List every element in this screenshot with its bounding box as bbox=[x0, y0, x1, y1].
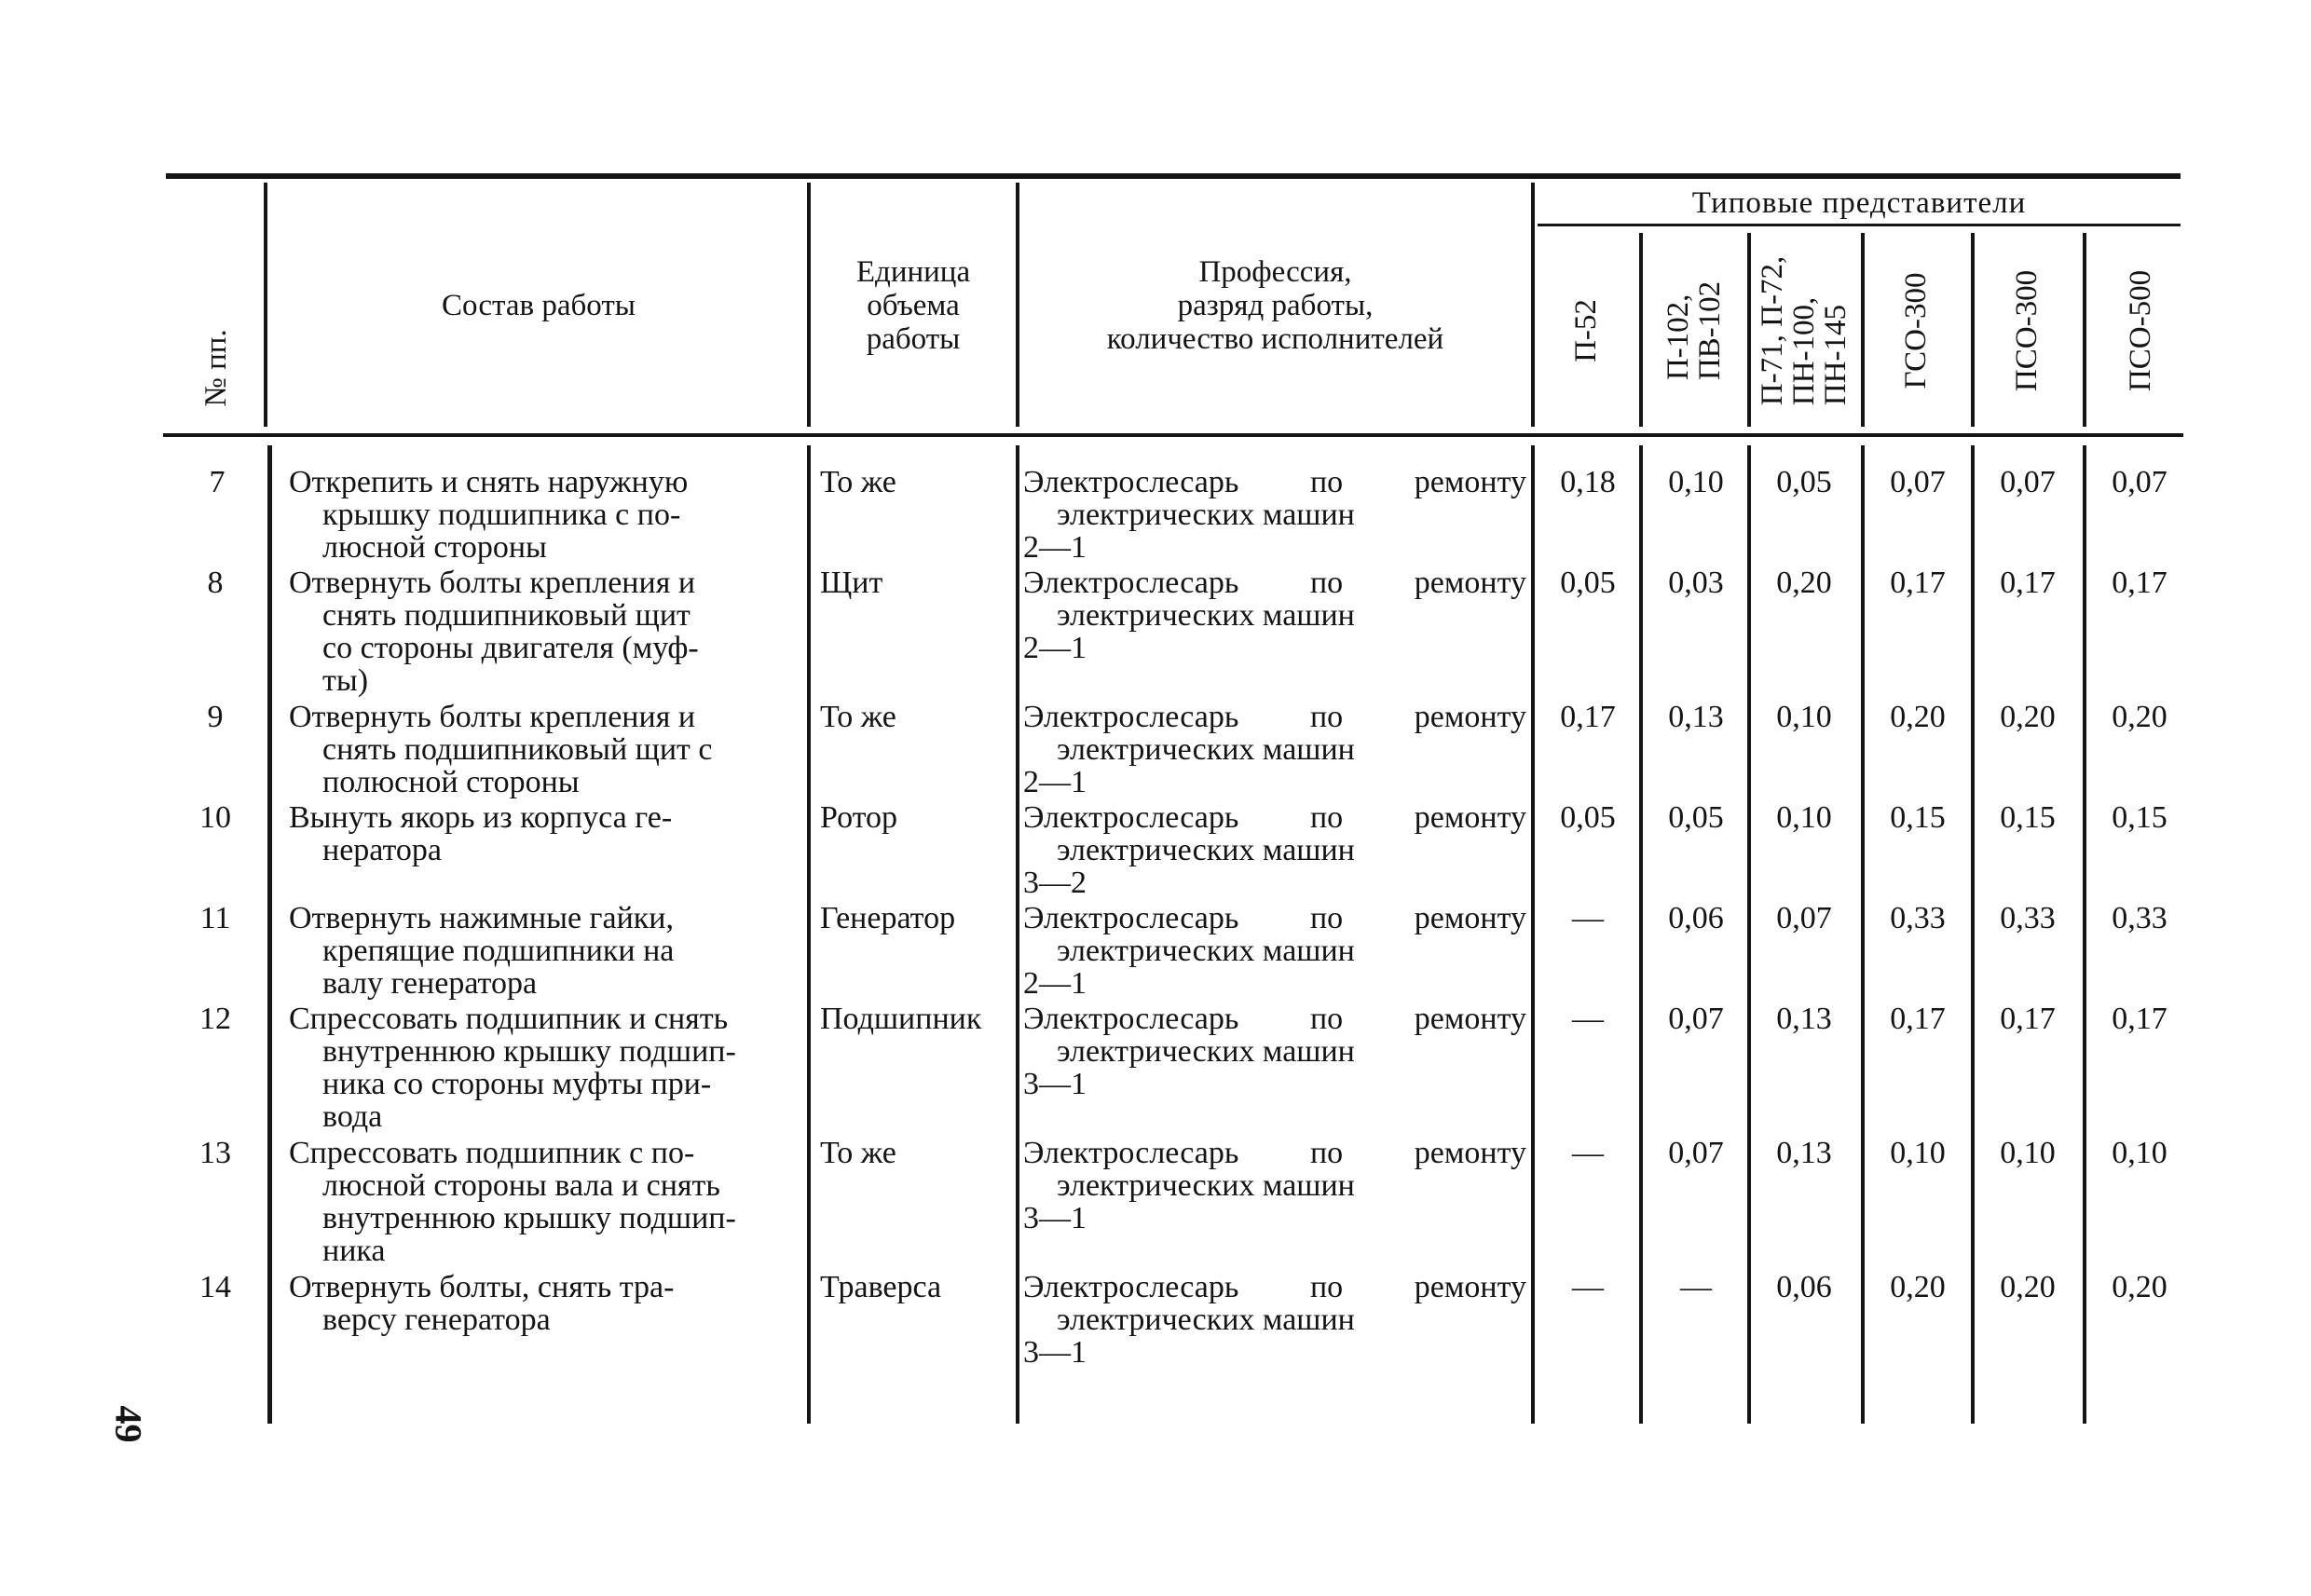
header-model-line: ПН-100, bbox=[1787, 296, 1821, 406]
body-vline bbox=[267, 445, 272, 1424]
work-line: Вынуть якорь из корпуса ге- bbox=[289, 800, 673, 835]
work-line: снять подшипниковый щит bbox=[322, 598, 691, 633]
header-num: № пп. bbox=[199, 329, 233, 407]
profession bbox=[1023, 1003, 1526, 1100]
profession-title bbox=[1023, 1137, 1526, 1169]
work-unit: Подшипник bbox=[820, 1002, 982, 1036]
profession-subtitle: электрических машин bbox=[1057, 498, 1355, 532]
work-unit: То же bbox=[820, 1136, 896, 1170]
norm-value: 0,05 bbox=[1668, 800, 1724, 835]
profession-word: ремонту bbox=[1414, 465, 1526, 499]
work-line: ты) bbox=[322, 663, 369, 698]
profession-word: по bbox=[1309, 1002, 1344, 1036]
norm-value: 0,05 bbox=[1560, 566, 1616, 600]
norm-value: 0,10 bbox=[2112, 1136, 2167, 1170]
row-number: 13 bbox=[199, 1136, 231, 1170]
header-model bbox=[2125, 270, 2156, 391]
header-model-line: ПН-145 bbox=[1819, 305, 1853, 406]
work-unit: То же bbox=[820, 465, 896, 499]
norm-value: 0,07 bbox=[2000, 465, 2056, 499]
page-number: 49 bbox=[107, 1405, 150, 1443]
work-description bbox=[289, 801, 801, 866]
work-unit: Щит bbox=[820, 566, 883, 600]
row-number: 10 bbox=[199, 800, 231, 835]
profession-title bbox=[1023, 902, 1526, 934]
work-grade: 3—2 bbox=[1023, 866, 1087, 900]
profession-word: ремонту bbox=[1414, 1270, 1526, 1304]
work-line: Отвернуть болты крепления и bbox=[289, 566, 696, 600]
work-line: полюсной стороны bbox=[322, 765, 580, 799]
profession-title bbox=[1023, 1271, 1526, 1303]
norm-value: — bbox=[1572, 1270, 1604, 1304]
norm-value: 0,07 bbox=[1668, 1136, 1724, 1170]
norm-value: 0,05 bbox=[1776, 465, 1832, 499]
header-model-line: П-102, bbox=[1661, 293, 1695, 381]
norm-value: 0,17 bbox=[1560, 700, 1616, 734]
norm-value: — bbox=[1572, 1136, 1604, 1170]
row-number: 9 bbox=[207, 700, 224, 734]
norm-value: 0,10 bbox=[2000, 1136, 2056, 1170]
work-line: Отвернуть нажимные гайки, bbox=[289, 901, 674, 935]
work-line: люсной стороны bbox=[322, 530, 547, 565]
profession-word: Электрослесарь bbox=[1023, 800, 1239, 835]
work-grade: 2—1 bbox=[1023, 631, 1087, 665]
norm-value: 0,07 bbox=[1668, 1002, 1724, 1036]
header-profession bbox=[1019, 255, 1531, 356]
norm-value: 0,07 bbox=[1890, 465, 1946, 499]
profession-word: Электрослесарь bbox=[1023, 566, 1239, 600]
work-line: Спрессовать подшипник с по- bbox=[289, 1136, 695, 1170]
norm-value: 0,17 bbox=[1890, 1002, 1946, 1036]
group-rule bbox=[1538, 224, 2181, 226]
header-model-line: ПСО-500 bbox=[2124, 269, 2157, 392]
norm-value: — bbox=[1572, 1002, 1604, 1036]
work-unit: Траверса bbox=[820, 1270, 942, 1304]
header-vline bbox=[1531, 183, 1535, 427]
header-model bbox=[1900, 273, 1932, 389]
norm-value: 0,13 bbox=[1668, 700, 1724, 734]
header-unit-line: Единица bbox=[855, 255, 971, 289]
norm-value: 0,13 bbox=[1776, 1002, 1832, 1036]
norm-value: 0,17 bbox=[2112, 1002, 2167, 1036]
profession-word: Электрослесарь bbox=[1023, 1270, 1239, 1304]
header-vline bbox=[264, 183, 267, 427]
work-line: ника со стороны муфты при- bbox=[322, 1067, 712, 1101]
norm-value: 0,17 bbox=[2000, 566, 2056, 600]
profession bbox=[1023, 566, 1526, 664]
profession-word: Электрослесарь bbox=[1023, 465, 1239, 499]
body-vline bbox=[1861, 445, 1865, 1424]
profession-subtitle: электрических машин bbox=[1057, 732, 1355, 767]
norm-value: 0,17 bbox=[2112, 566, 2167, 600]
header-model-line: ПВ-102 bbox=[1693, 280, 1727, 381]
norm-value: 0,20 bbox=[2000, 700, 2056, 734]
profession-title bbox=[1023, 701, 1526, 733]
profession-word: по bbox=[1309, 1136, 1344, 1170]
profession-subtitle: электрических машин bbox=[1057, 1168, 1355, 1203]
body-vline bbox=[1639, 445, 1643, 1424]
header-bottom-rule bbox=[163, 433, 2183, 437]
work-grade: 2—1 bbox=[1023, 966, 1087, 1001]
profession bbox=[1023, 701, 1526, 798]
work-grade: 3—1 bbox=[1023, 1201, 1087, 1235]
work-grade: 3—1 bbox=[1023, 1335, 1087, 1370]
header-model-line: П-71, П-72, bbox=[1756, 255, 1789, 406]
body-vline bbox=[1531, 445, 1535, 1424]
norm-value: 0,05 bbox=[1560, 800, 1616, 835]
profession-word: по bbox=[1309, 700, 1344, 734]
profession bbox=[1023, 1271, 1526, 1369]
header-vline bbox=[1747, 233, 1751, 427]
body-vline bbox=[807, 445, 811, 1424]
norm-value: 0,17 bbox=[1890, 566, 1946, 600]
norm-value: 0,15 bbox=[2000, 800, 2056, 835]
profession-word: ремонту bbox=[1414, 566, 1526, 600]
header-model bbox=[1757, 256, 1852, 405]
profession-word: Электрослесарь bbox=[1023, 1136, 1239, 1170]
work-description bbox=[289, 1271, 801, 1336]
work-line: Открепить и снять наружную bbox=[289, 465, 689, 499]
profession-subtitle: электрических машин bbox=[1057, 598, 1355, 633]
header-model bbox=[1662, 281, 1726, 380]
norm-value: — bbox=[1572, 901, 1604, 935]
work-line: Отвернуть болты крепления и bbox=[289, 700, 696, 734]
work-line: Отвернуть болты, снять тра- bbox=[289, 1270, 675, 1304]
norm-value: 0,06 bbox=[1776, 1270, 1832, 1304]
header-model bbox=[1570, 299, 1602, 362]
work-line: люсной стороны вала и снять bbox=[322, 1168, 720, 1203]
profession-word: по bbox=[1309, 901, 1344, 935]
norm-value: 0,33 bbox=[1890, 901, 1946, 935]
work-unit: Ротор bbox=[820, 800, 898, 835]
work-description bbox=[289, 701, 801, 798]
work-line: внутреннюю крышку подшип- bbox=[322, 1201, 736, 1235]
profession bbox=[1023, 902, 1526, 1000]
work-description bbox=[289, 1003, 801, 1133]
profession-word: ремонту bbox=[1414, 901, 1526, 935]
body-vline bbox=[2083, 445, 2086, 1424]
profession-subtitle: электрических машин bbox=[1057, 1303, 1355, 1337]
norm-value: 0,13 bbox=[1776, 1136, 1832, 1170]
profession-subtitle: электрических машин bbox=[1057, 1034, 1355, 1069]
row-number: 7 bbox=[209, 465, 226, 499]
norm-value: 0,20 bbox=[1890, 1270, 1946, 1304]
work-description bbox=[289, 566, 801, 697]
work-grade: 3—1 bbox=[1023, 1067, 1087, 1101]
row-number: 8 bbox=[207, 566, 224, 600]
header-vline bbox=[2083, 233, 2086, 427]
work-line: крепящие подшипники на bbox=[322, 934, 675, 968]
header-model-line: ГСО-300 bbox=[1899, 272, 1933, 389]
header-vline bbox=[1861, 233, 1865, 427]
profession-word: по bbox=[1309, 1270, 1344, 1304]
norm-value: 0,03 bbox=[1668, 566, 1724, 600]
header-group: Типовые представители bbox=[1691, 186, 2027, 220]
header-work: Состав работы bbox=[442, 289, 636, 322]
norm-value: 0,10 bbox=[1776, 800, 1832, 835]
work-line: со стороны двигателя (муф- bbox=[322, 631, 699, 665]
norm-value: 0,20 bbox=[1890, 700, 1946, 734]
profession-word: ремонту bbox=[1414, 1136, 1526, 1170]
header-unit-line: объема bbox=[867, 289, 960, 322]
work-grade: 2—1 bbox=[1023, 530, 1087, 565]
norm-value: 0,17 bbox=[2000, 1002, 2056, 1036]
norm-value: 0,20 bbox=[2112, 1270, 2167, 1304]
profession-word: Электрослесарь bbox=[1023, 700, 1239, 734]
profession-word: ремонту bbox=[1414, 1002, 1526, 1036]
profession-word: ремонту bbox=[1414, 800, 1526, 835]
work-line: нератора bbox=[322, 833, 442, 867]
work-line: крышку подшипника с по- bbox=[322, 498, 681, 532]
header-model bbox=[2011, 270, 2043, 391]
norm-value: 0,15 bbox=[2112, 800, 2167, 835]
header-prof-line: количество исполнителей bbox=[1106, 322, 1444, 356]
norm-value: 0,20 bbox=[1776, 566, 1832, 600]
profession-word: ремонту bbox=[1414, 700, 1526, 734]
norm-value: 0,15 bbox=[1890, 800, 1946, 835]
norm-value: 0,07 bbox=[2112, 465, 2167, 499]
header-unit-line: работы bbox=[866, 322, 961, 356]
norm-value: 0,06 bbox=[1668, 901, 1724, 935]
profession-title bbox=[1023, 466, 1526, 498]
work-line: валу генератора bbox=[322, 966, 538, 1001]
work-line: снять подшипниковый щит с bbox=[322, 732, 713, 767]
work-description bbox=[289, 466, 801, 564]
row-number: 14 bbox=[199, 1270, 231, 1304]
norm-value: 0,20 bbox=[2000, 1270, 2056, 1304]
row-number: 11 bbox=[199, 901, 231, 935]
header-model-line: ПСО-300 bbox=[2010, 269, 2044, 392]
profession bbox=[1023, 466, 1526, 564]
profession-subtitle: электрических машин bbox=[1057, 934, 1355, 968]
norm-value: 0,33 bbox=[2000, 901, 2056, 935]
norm-value: 0,10 bbox=[1890, 1136, 1946, 1170]
profession-title bbox=[1023, 566, 1526, 599]
work-line: Спрессовать подшипник и снять bbox=[289, 1002, 729, 1036]
header-model-line: П-52 bbox=[1569, 299, 1603, 362]
header-unit bbox=[811, 255, 1016, 356]
work-line: внутреннюю крышку подшип- bbox=[322, 1034, 736, 1069]
profession-word: по bbox=[1309, 800, 1344, 835]
norm-value: 0,33 bbox=[2112, 901, 2167, 935]
header-prof-line: разряд работы, bbox=[1177, 289, 1374, 322]
work-description bbox=[289, 1137, 801, 1267]
work-line: вода bbox=[322, 1099, 383, 1134]
work-line: версу генератора bbox=[322, 1303, 551, 1337]
norm-value: 0,20 bbox=[2112, 700, 2167, 734]
norm-value: — bbox=[1680, 1270, 1712, 1304]
profession-word: по bbox=[1309, 465, 1344, 499]
norm-value: 0,10 bbox=[1776, 700, 1832, 734]
work-grade: 2—1 bbox=[1023, 765, 1087, 799]
profession-title bbox=[1023, 1003, 1526, 1035]
row-number: 12 bbox=[199, 1002, 231, 1036]
top-rule bbox=[166, 173, 2181, 179]
profession bbox=[1023, 801, 1526, 899]
header-prof-line: Профессия, bbox=[1198, 255, 1352, 289]
body-vline bbox=[1971, 445, 1975, 1424]
header-vline bbox=[1971, 233, 1975, 427]
body-vline bbox=[1747, 445, 1751, 1424]
profession-subtitle: электрических машин bbox=[1057, 833, 1355, 867]
norm-value: 0,10 bbox=[1668, 465, 1724, 499]
profession-word: Электрослесарь bbox=[1023, 901, 1239, 935]
norm-value: 0,07 bbox=[1776, 901, 1832, 935]
profession-word: по bbox=[1309, 566, 1344, 600]
header-vline bbox=[1639, 233, 1643, 427]
work-unit: Генератор bbox=[820, 901, 956, 935]
work-line: ника bbox=[322, 1234, 386, 1268]
profession bbox=[1023, 1137, 1526, 1235]
profession-title bbox=[1023, 801, 1526, 834]
work-description bbox=[289, 902, 801, 1000]
profession-word: Электрослесарь bbox=[1023, 1002, 1239, 1036]
norm-value: 0,18 bbox=[1560, 465, 1616, 499]
work-unit: То же bbox=[820, 700, 896, 734]
